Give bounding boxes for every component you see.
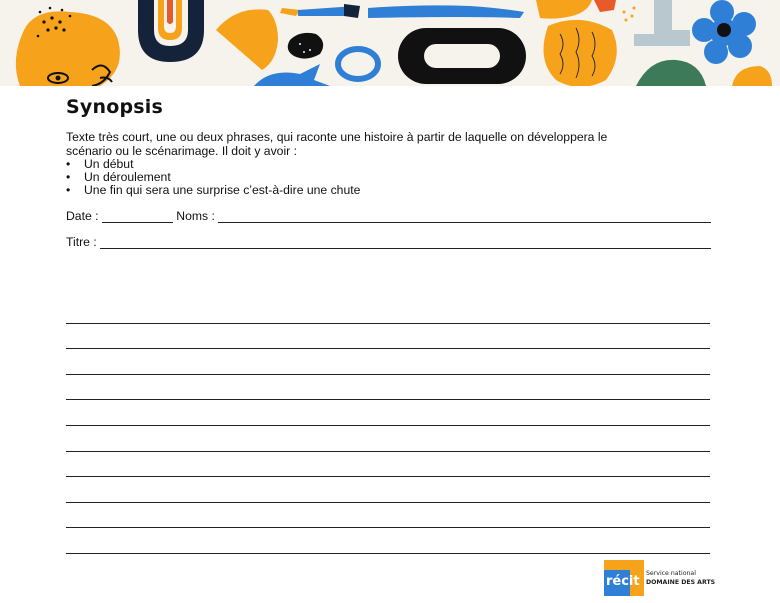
recit-logo bbox=[604, 560, 724, 596]
writing-line[interactable] bbox=[66, 400, 710, 426]
logo-caption bbox=[646, 570, 715, 587]
writing-line[interactable] bbox=[66, 452, 710, 478]
noms-field[interactable] bbox=[218, 209, 711, 223]
writing-line[interactable] bbox=[66, 324, 710, 350]
writing-line[interactable] bbox=[66, 503, 710, 529]
synopsis-form bbox=[66, 96, 712, 249]
recit-logo-icon bbox=[604, 560, 644, 596]
recit-logo-mark: récit bbox=[606, 574, 640, 589]
synopsis-writing-area[interactable] bbox=[66, 298, 710, 554]
noms-label: Noms : bbox=[172, 209, 219, 223]
abstract-shapes-illustration bbox=[0, 0, 780, 86]
writing-line[interactable] bbox=[66, 528, 710, 554]
decorative-banner bbox=[0, 0, 780, 86]
list-item: • Une fin qui sera une surprise c’est-à-dire une chute bbox=[66, 184, 712, 197]
date-label: Date : bbox=[66, 209, 102, 223]
list-item: • Un déroulement bbox=[66, 171, 712, 184]
writing-line[interactable] bbox=[66, 298, 710, 324]
date-names-row bbox=[66, 207, 711, 223]
titre-label: Titre : bbox=[66, 235, 101, 249]
page-title: Synopsis bbox=[66, 96, 163, 118]
titre-field[interactable] bbox=[100, 235, 711, 249]
title-row bbox=[66, 233, 711, 249]
instructions-text: Texte très court, une ou deux phrases, qui raconte une histoire à partir de laquelle on développera le scénario ou le scénarimage. Il doit y avoir : bbox=[66, 130, 608, 158]
writing-line[interactable] bbox=[66, 375, 710, 401]
logo-line-2: DOMAINE DES ARTS bbox=[646, 578, 716, 586]
logo-line-1: Service national bbox=[646, 570, 696, 577]
writing-line[interactable] bbox=[66, 477, 710, 503]
requirements-list bbox=[66, 158, 712, 197]
list-item: • Un début bbox=[66, 158, 712, 171]
date-field[interactable] bbox=[102, 209, 173, 223]
writing-line[interactable] bbox=[66, 349, 710, 375]
writing-line[interactable] bbox=[66, 426, 710, 452]
